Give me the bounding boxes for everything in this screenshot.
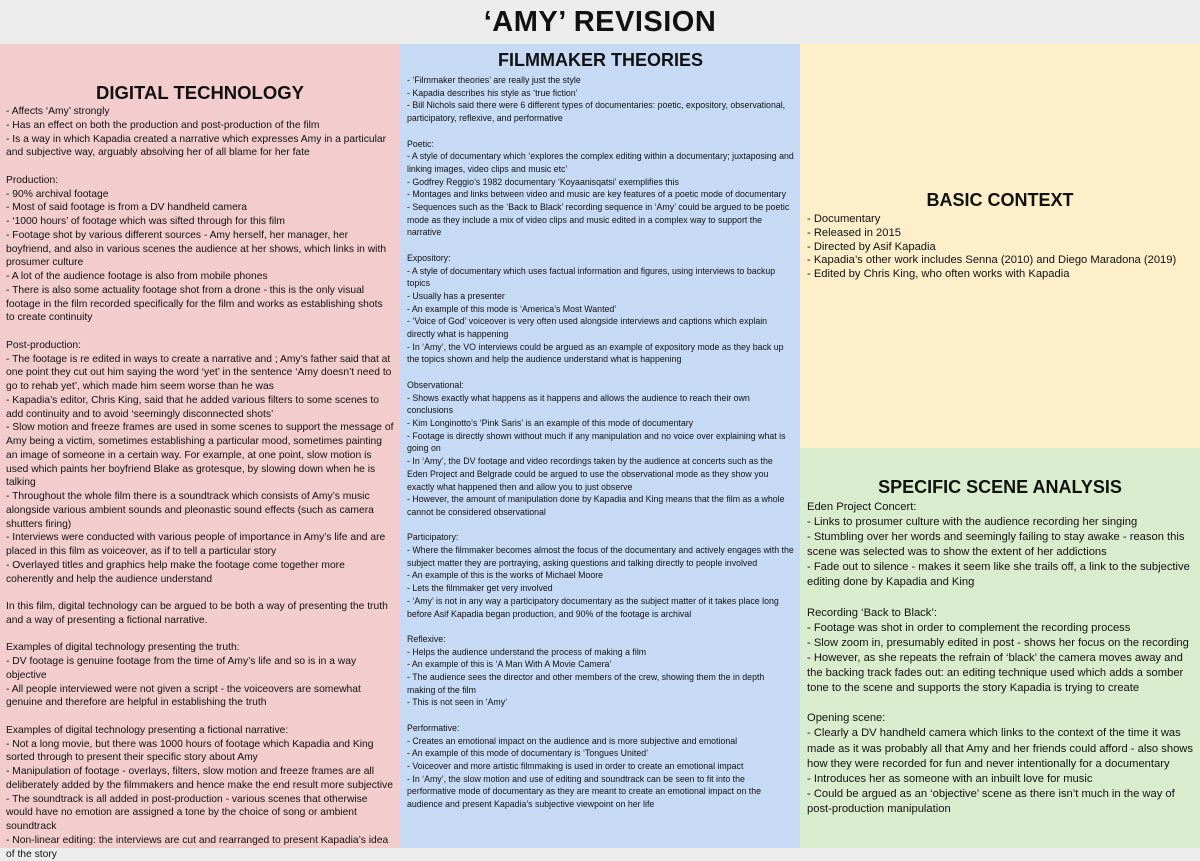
scene-analysis-heading: SPECIFIC SCENE ANALYSIS — [878, 477, 1122, 497]
scene-analysis-text: Eden Project Concert: - Links to prosumer culture with the audience recording her singing - Stumbling over her words and seemingly failing to stay awake - reason this scene was selected was to show the extent of her addictions - Fade out to silence - makes it seem like she trails off, a link to the subjective editing done by Kapadia and King Recording ‘Back to Black’: - Footage was shot in order to complement the recording process - Slow zoom in, presumably edited in post - shows her focus on the recording - However, as she repeats the refrain of ‘black’ the camera moves away and the backing track fades out: an editing technique used which adds a somber tone to the scene and supports the story Kapadia is trying to create Opening scene: - Clearly a DV handheld camera which links to the context of the time it was made as it was probably all that Amy and her friends could afford - also shows how they were recorded for fun and never intentionally for a documentary - Introduces her as someone with an inbuilt love for music - Could be argued as an ‘objective’ scene as there isn’t much in the way of post-production manipulation — [807, 501, 1193, 815]
filmmaker-theories-heading: FILMMAKER THEORIES — [498, 50, 703, 70]
digital-technology-heading: DIGITAL TECHNOLOGY — [96, 82, 304, 103]
scene-analysis-panel — [800, 448, 1200, 848]
digital-technology-panel — [0, 44, 400, 860]
filmmaker-theories-text: - ‘Filmmaker theories’ are really just the style - Kapadia describes his style as ‘true fiction’ - Bill Nichols said there were 6 different types of documentaries: poetic, expository, observational, participatory, reflexive, and performative Poetic: - A style of documentary which ‘explores the complex editing within a documentary; juxtaposing and linking images, video clips and music etc’ - Godfrey Reggio’s 1982 documentary ‘Koyaanisqatsi’ exemplifies this - Montages and links between video and music are key features of a poetic mode of documentary - Sequences such as the ‘Back to Black’ recording sequence in ‘Amy’ could be argued to be poetic mode as they include a mix of video clips and music edited in a complex way to support the narrative Expository: - A style of documentary which uses factual information and figures, using interviews to backup topics - Usually has a presenter - An example of this mode is ‘America’s Most Wanted’ - ‘Voice of God’ voiceover is very often used alongside interviews and captions which explain directly what is happening - In ‘Amy’, the VO interviews could be argued as an example of expository mode as they back up the topics shown and help the audience understand what is happening Observational: - Shows exactly what happens as it happens and allows the audience to reach their own conclusions - Kim Longinotto’s ‘Pink Saris’ is an example of this mode of documentary - Footage is directly shown without much if any manipulation and no voice over explaining what is going on - In ‘Amy’, the DV footage and video recordings taken by the audience at concerts such as the Eden Project and Belgrade could be argued to use the observational mode as they show you exactly what happened then and allow you to just observe - However, the amount of manipulation done by Kapadia and King means that the film as a whole cannot be considered observational Participatory: - Where the filmmaker becomes almost the focus of the documentary and actively engages with the subject matter they are portraying, asking questions and talking directly to people involved - An example of this is the works of Michael Moore - Lets the filmmaker get very involved - ‘Amy’ is not in any way a participatory documentary as the subject matter of it takes place long before Asif Kapadia began production, and 90% of the footage is archival Reflexive: - Helps the audience understand the process of making a film - An example of this is ‘A Man With A Movie Camera’ - The audience sees the director and other members of the crew, showing them the in depth making of the film - This is not seen in ‘Amy’ Performative: - Creates an emotional impact on the audience and is more subjective and emotional - An example of this mode of documentary is ‘Tongues United’ - Voiceover and more artistic filmmaking is used in order to create an emotional impact - In ‘Amy’, the slow motion and use of editing and soundtrack can be seen to fit into the performative mode of documentary as they are meant to create an emotional impact on the audience and present Kapadia’s subjective viewpoint on her life — [407, 75, 794, 810]
basic-context-heading: BASIC CONTEXT — [926, 190, 1074, 210]
digital-technology-text: - Affects ‘Amy’ strongly - Has an effect on both the production and post-production of the film - Is a way in which Kapadia created a narrative which expresses Amy in a particular and subjective way, arguably absolving her of all blame for her fate Production: - 90% archival footage - Most of said footage is from a DV handheld camera - ‘1000 hours’ of footage which was sifted through for this film - Footage shot by various different sources - Amy herself, her manager, her boyfriend, and also in various scenes the audience at her shows, which links in with prosumer culture - A lot of the audience footage is also from mobile phones - There is also some actuality footage shot from a drone - this is the only visual footage in the film recorded specifically for the film and works as establishing shots to create continuity Post-production: - The footage is re edited in ways to create a narrative and ; Amy’s father said that at one point they cut out him saying the word ‘yet’ in the sentence ‘Amy doesn’t need to go to rehab yet’, which made him seem worse than he was - Kapadia’s editor, Chris King, said that he added various filters to some scenes to add continuity and to avoid ‘seemingly disconnected shots’ - Slow motion and freeze frames are used in some scenes to support the message of Amy being a victim, sometimes establishing a particular mood, sometimes painting an image of someone in a certain way. For example, at one point, slow motion is used which paints her boyfriend Blake as grotesque, by slowing down when he is talking - Throughout the whole film there is a soundtrack which consists of Amy’s music alongside various ambient sounds and pleonastic sound effects (such as camera shutters firing) - Interviews were conducted with various people of importance in Amy’s life and are placed in this film as voiceover, as if to tell a particular story - Overlayed titles and graphics help make the footage come together more coherently and help the audience understand In this film, digital technology can be argued to be both a way of presenting the truth and a way of presenting a fictional narrative. Examples of digital technology presenting the truth: - DV footage is genuine footage from the time of Amy’s life and so is in a way objective - All people interviewed were not given a script - the voiceovers are somewhat genuine and therefore are helpful in establishing the truth Examples of digital technology presenting a fictional narrative: - Not a long movie, but there was 1000 hours of footage which Kapadia and King sorted through to present their specific story about Amy - Manipulation of footage - overlays, filters, slow motion and freeze frames are all deliberately added by the filmmakers and hence make the end result more subjective - The soundtrack is all added in post-production - various scenes that otherwise would have no emotion are assigned a tone by the choice of song or ambient soundtrack - Non-linear editing: the interviews are cut and rearranged to present Kapadia’s idea of the story — [6, 106, 394, 860]
page-title: ‘AMY’ REVISION — [483, 6, 717, 38]
basic-context-panel — [800, 44, 1200, 448]
filmmaker-theories-panel — [400, 44, 800, 848]
basic-context-text: - Documentary - Released in 2015 - Directed by Asif Kapadia - Kapadia’s other work includes Senna (2010) and Diego Maradona (2019) - Edited by Chris King, who often works with Kapadia — [807, 213, 1177, 280]
